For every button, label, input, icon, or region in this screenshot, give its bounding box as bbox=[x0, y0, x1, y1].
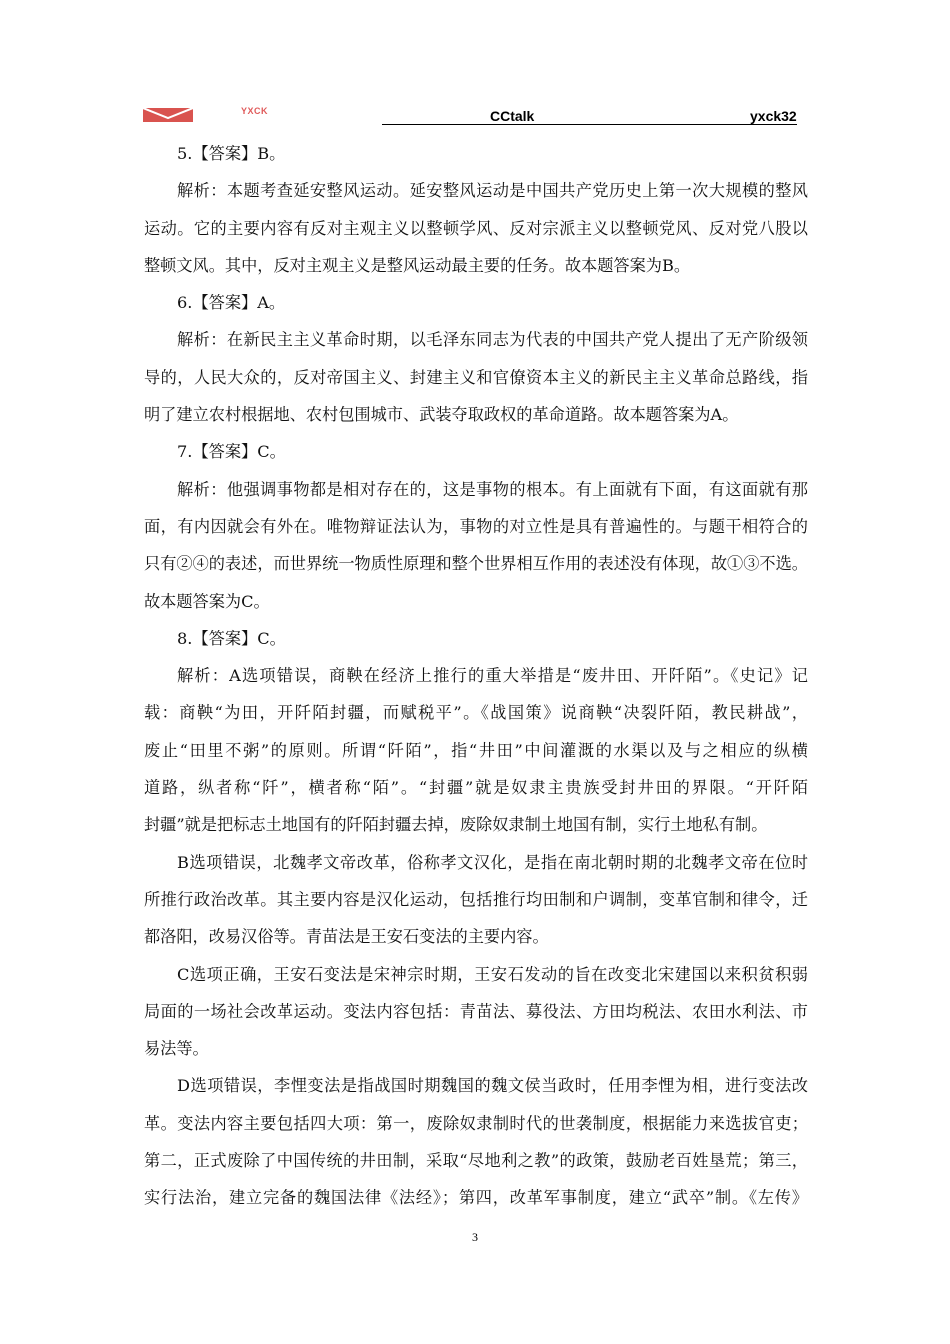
answer-heading: 8.【答案】C。 bbox=[177, 628, 286, 648]
text-line: 革。变法内容主要包括四大项：第一，废除奴隶制时代的世袭制度，根据能力来选拔官吏； bbox=[144, 1113, 808, 1133]
text-line: 都洛阳，改易汉俗等。青苗法是王安石变法的主要内容。 bbox=[144, 927, 549, 947]
page-number: 3 bbox=[472, 1230, 478, 1244]
text-line: 只有②④的表述，而世界统一物质性原理和整个世界相互作用的表述没有体现，故①③不选。 bbox=[144, 554, 808, 574]
header-center-text: CCtalk bbox=[490, 108, 535, 124]
text-line: 整顿文风。其中，反对主观主义是整风运动最主要的任务。故本题答案为B。 bbox=[144, 255, 691, 275]
text-line: 封疆”就是把标志土地国有的阡陌封疆去掉，废除奴隶制土地国有制，实行土地私有制。 bbox=[144, 815, 768, 835]
text-line: 导的，人民大众的，反对帝国主义、封建主义和官僚资本主义的新民主主义革命总路线，指 bbox=[144, 367, 808, 387]
text-line: 实行法治，建立完备的魏国法律《法经》；第四，改革军事制度，建立“武卒”制。《左传》 bbox=[144, 1188, 808, 1208]
answer-heading: 7.【答案】C。 bbox=[177, 442, 286, 462]
text-line: 第二，正式废除了中国传统的井田制，采取“尽地利之教”的政策，鼓励老百姓垦荒；第三， bbox=[144, 1151, 808, 1171]
text-line: 载：商鞅“为田，开阡陌封疆，而赋税平”。《战国策》说商鞅“决裂阡陌，教民耕战”， bbox=[144, 703, 808, 723]
header-right-text: yxck32 bbox=[750, 108, 797, 124]
answer-heading: 6.【答案】A。 bbox=[177, 293, 286, 313]
text-line: 解析：在新民主主义革命时期，以毛泽东同志为代表的中国共产党人提出了无产阶级领 bbox=[177, 330, 808, 350]
answer-explanations bbox=[144, 135, 808, 1217]
text-line: 运动。它的主要内容有反对主观主义以整顿学风、反对宗派主义以整顿党风、反对党八股以 bbox=[144, 218, 808, 238]
answer-heading: 5.【答案】B。 bbox=[177, 144, 286, 163]
text-line: 局面的一场社会改革运动。变法内容包括：青苗法、募役法、方田均税法、农田水利法、市 bbox=[144, 1001, 808, 1021]
text-line: 道路，纵者称“阡”，横者称“陌”。“封疆”就是奴隶主贵族受封井田的界限。“开阡陌 bbox=[144, 778, 808, 798]
text-line: D选项错误，李悝变法是指战国时期魏国的魏文侯当政时，任用李悝为相，进行变法改 bbox=[177, 1076, 808, 1096]
page-header bbox=[0, 100, 950, 130]
envelope-logo-icon bbox=[143, 108, 193, 122]
header-rule bbox=[382, 124, 797, 125]
text-line: C选项正确，王安石变法是宋神宗时期，王安石发动的旨在改变北宋建国以来积贫积弱 bbox=[177, 964, 808, 984]
text-line: 废止“田里不粥”的原则。所谓“阡陌”，指“井田”中间灌溉的水渠以及与之相应的纵横 bbox=[144, 740, 808, 760]
text-line: 面，有内因就会有外在。唯物辩证法认为，事物的对立性是具有普遍性的。与题干相符合的 bbox=[144, 516, 808, 536]
text-line: 故本题答案为C。 bbox=[144, 591, 270, 611]
text-line: B选项错误，北魏孝文帝改革，俗称孝文汉化，是指在南北朝时期的北魏孝文帝在位时 bbox=[177, 852, 808, 872]
text-line: 明了建立农村根据地、农村包围城市、武装夺取政权的革命道路。故本题答案为A。 bbox=[144, 405, 739, 425]
text-line: 解析：他强调事物都是相对存在的，这是事物的根本。有上面就有下面，有这面就有那 bbox=[177, 479, 808, 499]
text-line: 解析：本题考查延安整风运动。延安整风运动是中国共产党历史上第一次大规模的整风 bbox=[177, 181, 808, 201]
text-line: 所推行政治改革。其主要内容是汉化运动，包括推行均田制和户调制，变革官制和律令，迁 bbox=[144, 889, 808, 909]
text-line: 易法等。 bbox=[144, 1039, 209, 1059]
text-line: 解析：A选项错误，商鞅在经济上推行的重大举措是“废井田、开阡陌”。《史记》记 bbox=[177, 666, 808, 686]
logo-text: YXCK bbox=[241, 106, 269, 116]
